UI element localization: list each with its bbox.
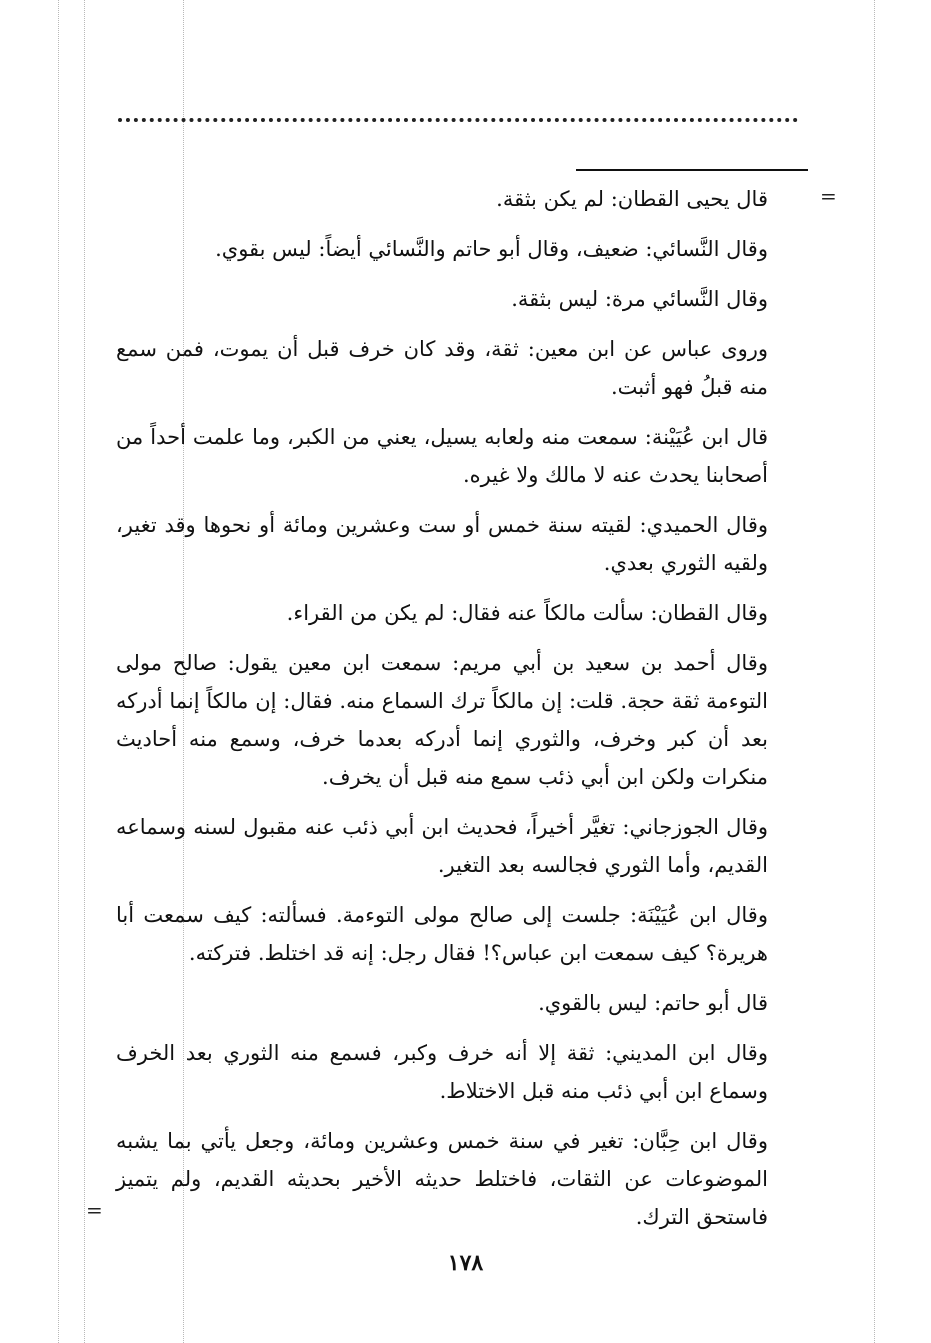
scan-artifact-line xyxy=(84,0,85,1343)
paragraph: وقال الحميدي: لقيته سنة خمس أو ست وعشرين ومائة أو نحوها وقد تغير، ولقيه الثوري بعدي. xyxy=(116,513,768,575)
paragraph: وقال ابن المديني: ثقة إلا أنه خرف وكبر، فسمع منه الثوري بعد الخرف وسماع ابن أبي ذئب منه قبل الاختلاط. xyxy=(116,1041,768,1103)
paragraph: وقال النَّسائي مرة: ليس بثقة. xyxy=(511,287,768,311)
body-text xyxy=(116,180,768,1248)
page-number: ١٧٨ xyxy=(447,1250,484,1276)
paragraph: وقال أحمد بن سعيد بن أبي مريم: سمعت ابن معين يقول: صالح مولى التوءمة ثقة حجة. قلت: إن مالكاً ترك السماع منه. فقال: إن مالكاً إنما أدركه بعد أن كبر وخرف، والثوري إنما أدركه بعدما خرف، وسمع منه أحاديث منكرات ولكن ابن أبي ذئب سمع منه قبل أن يخرف. xyxy=(116,651,768,789)
paragraph: وروى عباس عن ابن معين: ثقة، وقد كان خرف قبل أن يموت، فمن سمع منه قبلُ فهو أثبت. xyxy=(116,337,768,399)
header-rule xyxy=(576,169,808,171)
continuation-mark-bottom: = xyxy=(86,1198,103,1222)
paragraph: وقال القطان: سألت مالكاً عنه فقال: لم يكن من القراء. xyxy=(286,601,768,625)
paragraph: قال يحيى القطان: لم يكن بثقة. xyxy=(496,187,768,211)
paragraph: وقال النَّسائي: ضعيف، وقال أبو حاتم والنَّسائي أيضاً: ليس بقوي. xyxy=(215,237,768,261)
scan-artifact-line xyxy=(58,0,59,1343)
dotted-separator xyxy=(118,118,798,130)
paragraph: وقال الجوزجاني: تغيَّر أخيراً، فحديث ابن أبي ذئب عنه مقبول لسنه وسماعه القديم، وأما الثوري فجالسه بعد التغير. xyxy=(116,815,768,877)
paragraph: قال ابن عُيَيْنة: سمعت منه ولعابه يسيل، يعني من الكبر، وما علمت أحداً من أصحابنا يحدث عنه لا مالك ولا غيره. xyxy=(116,425,768,487)
paragraph: وقال ابن عُيَيْنَة: جلست إلى صالح مولى التوءمة. فسألته: كيف سمعت أبا هريرة؟ كيف سمعت ابن عباس؟! فقال رجل: إنه قد اختلط. فتركته. xyxy=(116,903,768,965)
scan-artifact-line xyxy=(874,0,875,1343)
paragraph: قال أبو حاتم: ليس بالقوي. xyxy=(538,991,768,1015)
continuation-mark-top: = xyxy=(820,184,837,208)
paragraph: وقال ابن حِبَّان: تغير في سنة خمس وعشرين ومائة، وجعل يأتي بما يشبه الموضوعات عن الثقات، فاختلط حديثه الأخير بحديثه القديم، ولم يتميز فاستحق الترك. xyxy=(116,1129,768,1229)
